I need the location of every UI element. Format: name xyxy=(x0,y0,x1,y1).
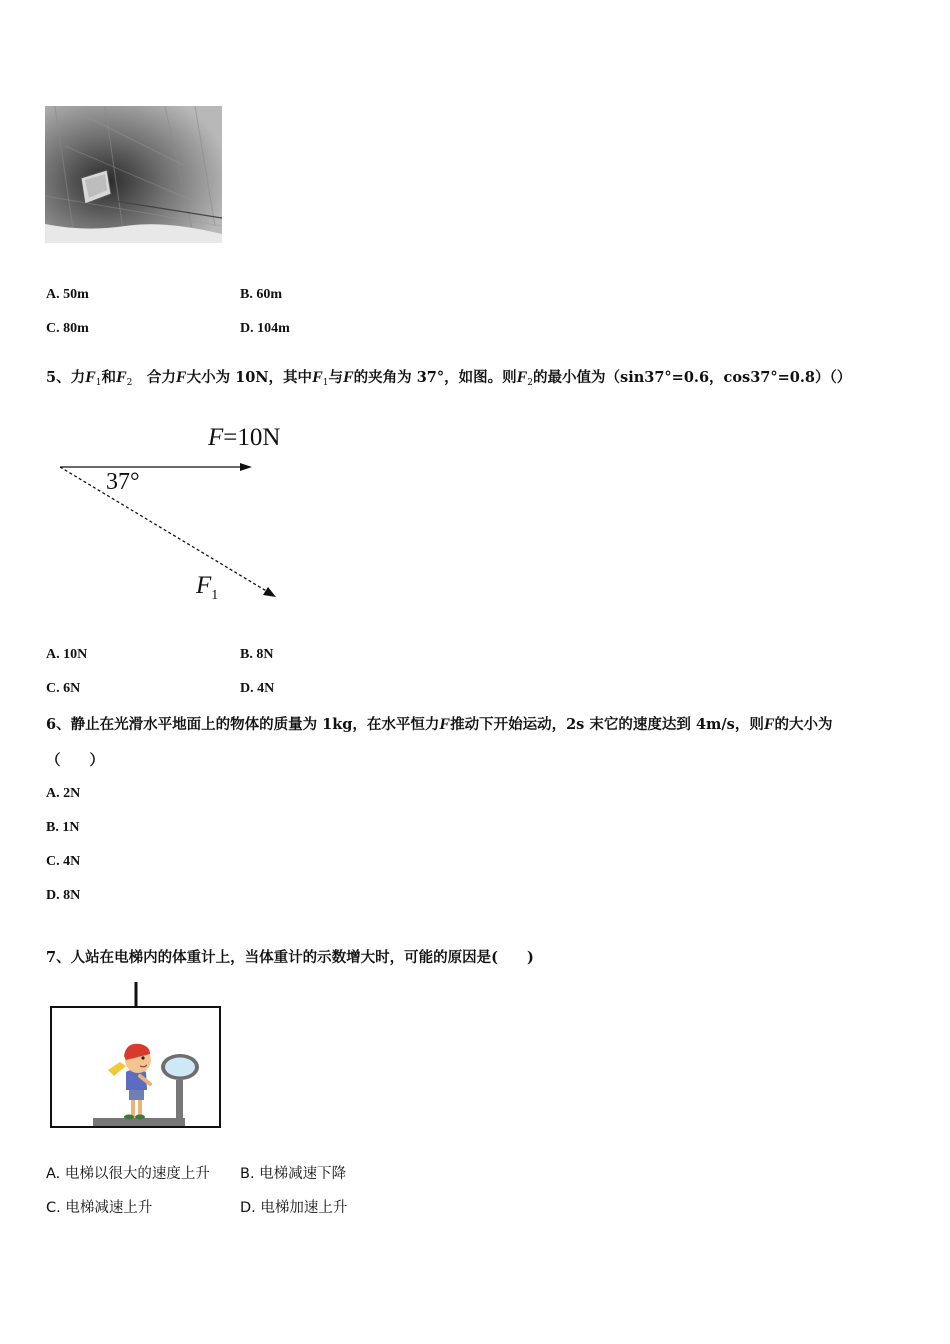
well-photo xyxy=(45,106,222,243)
q5-question: 5、力$F_1$和$F_2$ 合力F大小为 10N，其中$F_1$与F的夹角为 37°，如图。则$F_2$的最小值为（sin37°=0.6，cos37°=0.8）（） xyxy=(46,369,852,388)
q6-question: 6、静止在光滑水平地面上的物体的质量为 1kg，在水平恒力F推动下开始运动，2s 末它的速度达到 4m/s，则F的大小为 xyxy=(46,716,833,733)
q6-question-line2: （ ） xyxy=(46,752,104,769)
q6-option-c: C. 4N xyxy=(46,854,81,869)
q4-option-a: A. 50m xyxy=(46,287,89,302)
q7-option-d: D. 电梯加速上升 xyxy=(240,1200,348,1216)
q6-option-a: A. 2N xyxy=(46,786,81,801)
q6-option-d: D. 8N xyxy=(46,888,81,903)
q7-option-c: C. 电梯减速上升 xyxy=(46,1200,153,1216)
force-f1-label: $F_1$ xyxy=(196,572,219,603)
q4-option-b: B. 60m xyxy=(240,287,282,302)
q5-option-b: B. 8N xyxy=(240,647,274,662)
q5-option-a: A. 10N xyxy=(46,647,88,662)
angle-label: 37° xyxy=(106,469,140,495)
q4-option-d: D. 104m xyxy=(240,321,290,336)
q7-option-b: B. 电梯减速下降 xyxy=(240,1166,347,1182)
q4-option-c: C. 80m xyxy=(46,321,89,336)
q6-option-b: B. 1N xyxy=(46,820,80,835)
q5-option-d: D. 4N xyxy=(240,681,275,696)
q5-option-c: C. 6N xyxy=(46,681,81,696)
elevator-diagram xyxy=(48,980,224,1132)
q7-question: 7、人站在电梯内的体重计上，当体重计的示数增大时，可能的原因是( ) xyxy=(46,949,534,966)
force-f-label: F=10N xyxy=(208,424,281,451)
q7-option-a: A. 电梯以很大的速度上升 xyxy=(46,1166,210,1182)
